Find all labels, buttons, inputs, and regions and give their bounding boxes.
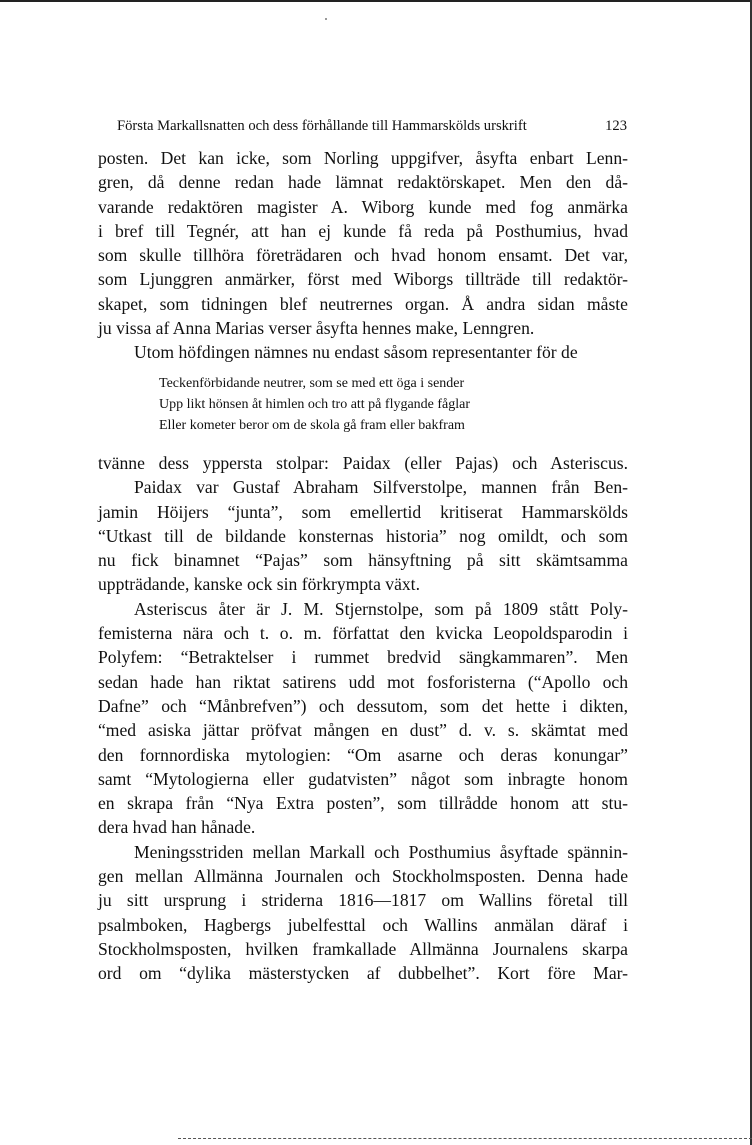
text-line: tvänne dess yppersta stolpar: Paidax (eller Pajas) och Asteriscus. <box>98 453 628 473</box>
scan-top-edge <box>0 0 752 2</box>
verse-line: Upp likt hönsen åt himlen och tro att på flygande fåglar <box>159 397 471 412</box>
text-line: gen mellan Allmänna Journalen och Stockholmsposten. Denna hade <box>98 866 628 887</box>
running-head <box>117 117 627 135</box>
body-text-block-2 <box>98 451 628 986</box>
text-line: jamin Höijers “junta”, som emellertid kritiserat Hammarskölds <box>98 501 628 522</box>
text-line: dera hvad han hånade. <box>98 817 256 838</box>
text-line: psalmboken, Hagbergs jubelfesttal och Wallins anmälan däraf i <box>98 914 628 935</box>
text-line: Stockholmsposten, hvilken framkallade Allmänna Journalens skarpa <box>98 938 628 959</box>
text-line: sedan hade han riktat satirens udd mot fosforisterna (“Apollo och <box>98 671 628 692</box>
text-line: den fornnordiska mytologien: “Om asarne och deras konungar” <box>98 744 628 765</box>
text-line: som skulle tillhöra företrädaren och hvad honom ensamt. Det var, <box>98 245 628 266</box>
text-line: “Utkast till de bildande konsternas historia” nog omildt, och som <box>98 525 628 546</box>
verse-line: Teckenförbidande neutrer, som se med ett öga i sender <box>159 376 465 391</box>
running-head-title: Första Markallsnatten och dess förhållande till Hammarskölds urskrift <box>117 118 527 134</box>
text-line: gren, då denne redan hade lämnat redaktörskapet. Men den då- <box>98 172 628 193</box>
text-line: Paidax var Gustaf Abraham Silfverstolpe, mannen från Ben- <box>134 477 628 498</box>
text-line: Asteriscus åter är J. M. Stjernstolpe, som på 1809 stått Poly- <box>134 598 628 619</box>
text-line: uppträdande, kanske ock sin förkrympta växt. <box>98 574 420 595</box>
text-line: posten. Det kan icke, som Norling uppgifver, åsyfta enbart Lenn- <box>98 148 628 168</box>
text-line: Polyfem: “Betraktelser i rummet bredvid sängkammaren”. Men <box>98 647 628 668</box>
text-line: nu fick binamnet “Pajas” som hänsyftning på sitt skämtsamma <box>98 550 628 571</box>
text-line: Dafne” och “Månbrefven”) och dessutom, som det hette i dikten, <box>98 695 628 716</box>
text-line: “med asiska jättar pröfvat mången en dust” d. v. s. skämtat med <box>98 720 628 741</box>
text-line: ord om “dylika mästerstycken af dubbelhet”. Kort före Mar- <box>98 963 628 984</box>
text-line: samt “Mytologierna eller gudatvisten” något som inbragte honom <box>98 768 628 789</box>
text-line: femisterna nära och t. o. m. författat den kvicka Leopoldsparodin i <box>98 623 628 644</box>
text-line: skapet, som tidningen blef neutrernes organ. Å andra sidan måste <box>98 293 628 314</box>
verse-line: Eller kometer beror om de skola gå fram eller bakfram <box>159 418 465 433</box>
verse-quotation <box>159 373 579 436</box>
text-line: i bref till Tegnér, att han ej kunde få reda på Posthumius, hvad <box>98 220 628 241</box>
text-line: Utom höfdingen nämnes nu endast såsom representanter för de <box>134 342 578 363</box>
text-line: ju vissa af Anna Marias verser åsyfta hennes make, Lenngren. <box>98 318 535 339</box>
text-line: som Ljunggren anmärker, först med Wiborgs tillträde till redaktör- <box>98 269 628 290</box>
text-line: ju sitt ursprung i striderna 1816—1817 om Wallins företal till <box>98 890 628 911</box>
text-line: Meningsstriden mellan Markall och Posthumius åsyftade spännin- <box>134 841 628 862</box>
text-line: varande redaktören magister A. Wiborg kunde med fog anmärka <box>98 196 628 217</box>
page-number: 123 <box>605 118 627 134</box>
scan-bottom-edge <box>178 1138 752 1140</box>
text-line: en skrapa från “Nya Extra posten”, som tillrådde honom att stu- <box>98 793 628 814</box>
body-text-block-1 <box>98 146 628 365</box>
scan-speck <box>325 18 327 20</box>
